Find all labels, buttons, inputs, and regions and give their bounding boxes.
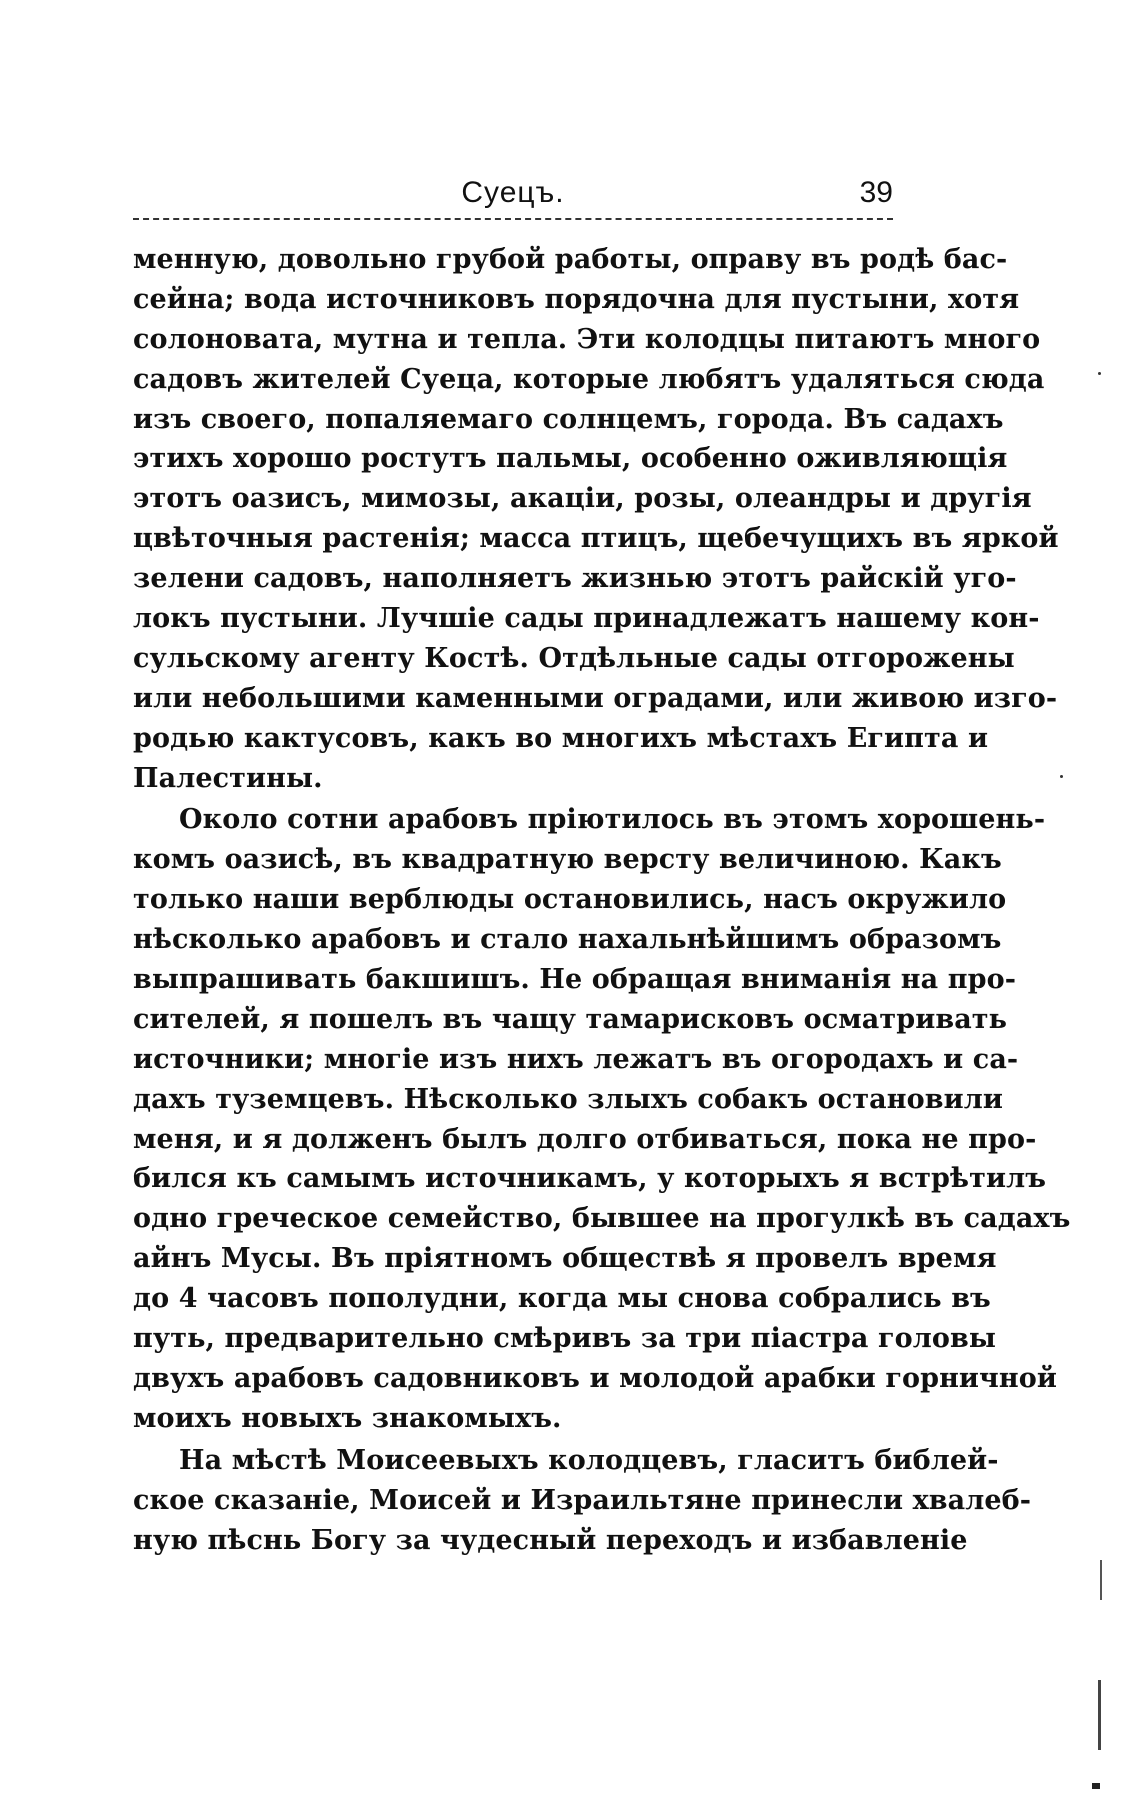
text-line: айнъ Мусы. Въ пріятномъ обществѣ я провелъ время — [133, 1243, 997, 1275]
text-line: Палестины. — [133, 762, 323, 794]
text-line: зелени садовъ, наполняетъ жизнью этотъ райскій уго- — [133, 563, 1017, 595]
text-line: изъ своего, попаляемаго солнцемъ, города. Въ садахъ — [133, 403, 1004, 435]
text-line: На мѣстѣ Моисеевыхъ колодцевъ, гласитъ библей- — [179, 1444, 999, 1476]
paragraph-1 — [133, 240, 1059, 798]
scan-speck — [1092, 1783, 1100, 1789]
text-line: нѣсколько арабовъ и стало нахальнѣйшимъ образомъ — [133, 924, 1002, 956]
text-line: источники; многіе изъ нихъ лежатъ въ огородахъ и са- — [133, 1043, 1019, 1075]
running-head — [133, 168, 893, 228]
running-title: Суецъ. — [461, 176, 565, 209]
text-line: сульскому агенту Костѣ. Отдѣльные сады отгорожены — [133, 642, 1015, 674]
text-line: бился къ самымъ источникамъ, у которыхъ я встрѣтилъ — [133, 1163, 1047, 1195]
text-line: комъ оазисѣ, въ квадратную версту величиною. Какъ — [133, 844, 1002, 876]
text-line: моихъ новыхъ знакомыхъ. — [133, 1402, 562, 1434]
page-number: 39 — [859, 176, 893, 209]
scan-speck — [1060, 775, 1063, 778]
text-line: солоновата, мутна и тепла. Эти колодцы питаютъ много — [133, 323, 1041, 355]
body-text — [133, 240, 1071, 1560]
scan-speck — [1100, 1560, 1102, 1600]
text-line: садовъ жителей Суеца, которые любятъ удаляться сюда — [133, 363, 1045, 395]
text-line: только наши верблюды остановились, насъ окружило — [133, 884, 1007, 916]
text-line: или небольшими каменными оградами, или живою изго- — [133, 682, 1058, 714]
text-line: до 4 часовъ пополудни, когда мы снова собрались въ — [133, 1283, 991, 1315]
paragraph-3 — [133, 1441, 1032, 1561]
text-line: этихъ хорошо ростутъ пальмы, особенно оживляющія — [133, 443, 1008, 475]
text-line: менную, довольно грубой работы, оправу въ родѣ бас- — [133, 244, 1008, 275]
text-line: меня, и я долженъ былъ долго отбиваться, пока не про- — [133, 1123, 1037, 1155]
text-line: дахъ туземцевъ. Нѣсколько злыхъ собакъ остановили — [133, 1083, 1003, 1115]
text-line: сейна; вода источниковъ порядочна для пустыни, хотя — [133, 283, 1020, 315]
header-rule — [133, 218, 893, 220]
scan-speck — [1098, 372, 1101, 375]
text-line: цвѣточныя растенія; масса птицъ, щебечущихъ въ яркой — [133, 523, 1059, 555]
scan-speck — [1098, 1680, 1101, 1750]
text-line: путь, предварительно смѣривъ за три піастра головы — [133, 1323, 997, 1355]
text-line: родью кактусовъ, какъ во многихъ мѣстахъ Египта и — [133, 722, 989, 754]
text-line: одно греческое семейство, бывшее на прогулкѣ въ садахъ — [133, 1203, 1071, 1235]
text-line: Около сотни арабовъ пріютилось въ этомъ хорошень- — [179, 804, 1046, 836]
paragraph-2 — [133, 800, 1071, 1438]
text-line: выпрашивать бакшишъ. Не обращая вниманія на про- — [133, 964, 1016, 996]
text-line: ское сказаніе, Моисей и Израильтяне принесли хвалеб- — [133, 1484, 1032, 1516]
text-line: двухъ арабовъ садовниковъ и молодой арабки горничной — [133, 1362, 1058, 1394]
text-line: сителей, я пошелъ въ чащу тамарисковъ осматривать — [133, 1003, 1008, 1035]
text-line: ную пѣснь Богу за чудесный переходъ и избавленіе — [133, 1524, 968, 1556]
text-line: этотъ оазисъ, мимозы, акаціи, розы, олеандры и другія — [133, 483, 1032, 515]
text-line: локъ пустыни. Лучшіе сады принадлежатъ нашему кон- — [133, 603, 1040, 635]
